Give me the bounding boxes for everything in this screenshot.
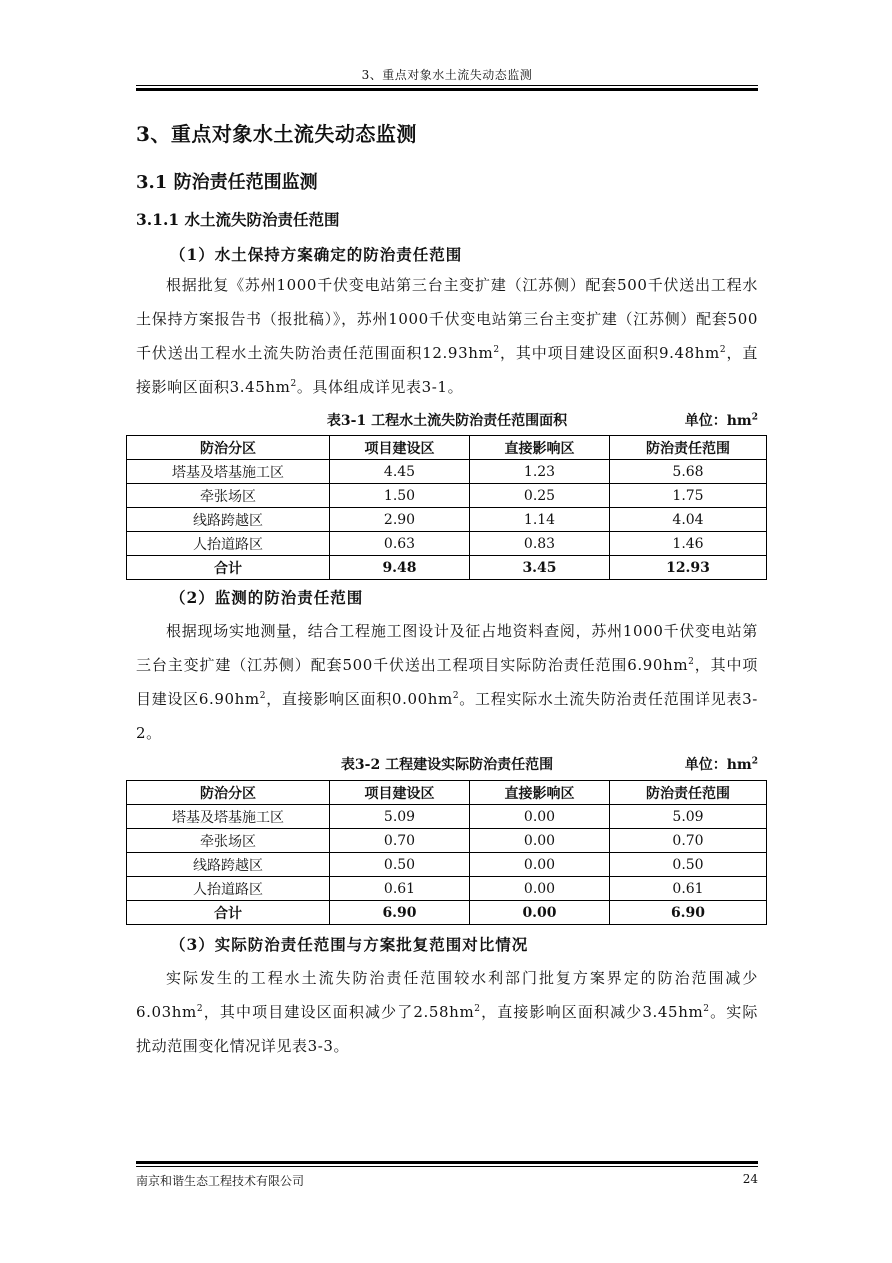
column-header: 防治责任范围 [610, 781, 767, 805]
table-cell: 5.09 [610, 805, 767, 829]
table-cell: 0.70 [610, 829, 767, 853]
footer-rule-thick [136, 1161, 758, 1164]
table-cell: 1.14 [470, 508, 610, 532]
table-cell: 0.50 [610, 853, 767, 877]
table-cell: 0.70 [330, 829, 470, 853]
table-cell: 0.61 [610, 877, 767, 901]
header-rule-thin [136, 85, 758, 86]
column-header: 项目建设区 [330, 781, 470, 805]
table-actual-scope [126, 780, 767, 925]
chapter-heading: 3、重点对象水土流失动态监测 [136, 122, 417, 146]
table-cell: 塔基及塔基施工区 [127, 805, 330, 829]
table-row [127, 805, 767, 829]
table-cell: 1.46 [610, 532, 767, 556]
table-cell: 0.00 [470, 805, 610, 829]
table-cell: 6.90 [330, 901, 470, 925]
table-cell: 牵张场区 [127, 484, 330, 508]
table-header-row [127, 436, 767, 460]
table-cell: 线路跨越区 [127, 853, 330, 877]
table-total-row [127, 556, 767, 580]
table1-unit: 单位：$hm^2$ [684, 412, 758, 429]
table-cell: 1.75 [610, 484, 767, 508]
paragraph-plan-scope: 根据批复《苏州1000千伏变电站第三台主变扩建（江苏侧）配套500千伏送出工程水土保持方案报告书（报批稿）》，苏州1000千伏变电站第三台主变扩建（江苏侧）配套500千伏送出工程水土流失防治责任范围面积$12.93hm^2$，其中项目建设区面积$9.48hm^2$，直接影响区面积$3.45hm^2$。具体组成详见表3-1。 [136, 276, 759, 396]
table-cell: 12.93 [610, 556, 767, 580]
table-cell: 2.90 [330, 508, 470, 532]
table-cell: 塔基及塔基施工区 [127, 460, 330, 484]
column-header: 直接影响区 [470, 436, 610, 460]
table-cell: 5.68 [610, 460, 767, 484]
running-header: 3、重点对象水土流失动态监测 [361, 68, 533, 82]
table-row [127, 508, 767, 532]
table-cell: 5.09 [330, 805, 470, 829]
table-cell: 0.00 [470, 877, 610, 901]
table-cell: 4.04 [610, 508, 767, 532]
table-cell: 0.00 [470, 901, 610, 925]
section-heading: 3.1 防治责任范围监测 [136, 172, 318, 193]
table-cell: 3.45 [470, 556, 610, 580]
column-header: 项目建设区 [330, 436, 470, 460]
table2-caption: 表3-2 工程建设实际防治责任范围 [340, 757, 554, 773]
table-header-row [127, 781, 767, 805]
column-header: 防治责任范围 [610, 436, 767, 460]
table-cell: 合计 [127, 556, 330, 580]
table-cell: 0.83 [470, 532, 610, 556]
table-row [127, 877, 767, 901]
header-rule-thick [136, 88, 758, 91]
table-cell: 合计 [127, 901, 330, 925]
column-header: 防治分区 [127, 436, 330, 460]
table-cell: 1.23 [470, 460, 610, 484]
table-cell: 4.45 [330, 460, 470, 484]
subsection-heading: 3.1.1 水土流失防治责任范围 [136, 210, 340, 229]
table-cell: 0.63 [330, 532, 470, 556]
table-cell: 0.50 [330, 853, 470, 877]
table-cell: 9.48 [330, 556, 470, 580]
column-header: 防治分区 [127, 781, 330, 805]
page-number: 24 [742, 1172, 758, 1186]
table-cell: 0.61 [330, 877, 470, 901]
table2-unit: 单位：$hm^2$ [684, 756, 758, 773]
footer-company: 南京和谐生态工程技术有限公司 [136, 1174, 305, 1188]
table-cell: 牵张场区 [127, 829, 330, 853]
table-cell: 线路跨越区 [127, 508, 330, 532]
table1-caption: 表3-1 工程水土流失防治责任范围面积 [326, 413, 568, 429]
table-cell: 1.50 [330, 484, 470, 508]
paragraph-comparison: 实际发生的工程水土流失防治责任范围较水利部门批复方案界定的防治范围减少$6.03hm^2$，其中项目建设区面积减少了$2.58hm^2$，直接影响区面积减少$3.45hm^2$。实际扰动范围变化情况详见表3-3。 [136, 969, 759, 1055]
table-total-row [127, 901, 767, 925]
subheading-comparison: （3）实际防治责任范围与方案批复范围对比情况 [170, 935, 529, 954]
table-row [127, 532, 767, 556]
table-row [127, 853, 767, 877]
table-cell: 0.25 [470, 484, 610, 508]
column-header: 直接影响区 [470, 781, 610, 805]
table-row [127, 460, 767, 484]
table-cell: 6.90 [610, 901, 767, 925]
table-plan-scope [126, 435, 767, 580]
table-cell: 0.00 [470, 853, 610, 877]
table-row [127, 829, 767, 853]
table-cell: 人抬道路区 [127, 532, 330, 556]
paragraph-monitored-scope: 根据现场实地测量，结合工程施工图设计及征占地资料查阅，苏州1000千伏变电站第三台主变扩建（江苏侧）配套500千伏送出工程项目实际防治责任范围$6.90hm^2$，其中项目建设区$6.90hm^2$，直接影响区面积$0.00hm^2$。工程实际水土流失防治责任范围详见表3-2。 [136, 622, 758, 742]
footer-rule-thin [136, 1166, 758, 1167]
table-row [127, 484, 767, 508]
subheading-monitored-scope: （2）监测的防治责任范围 [170, 588, 364, 607]
table-cell: 0.00 [470, 829, 610, 853]
subheading-plan-scope: （1）水土保持方案确定的防治责任范围 [170, 245, 463, 264]
table-cell: 人抬道路区 [127, 877, 330, 901]
